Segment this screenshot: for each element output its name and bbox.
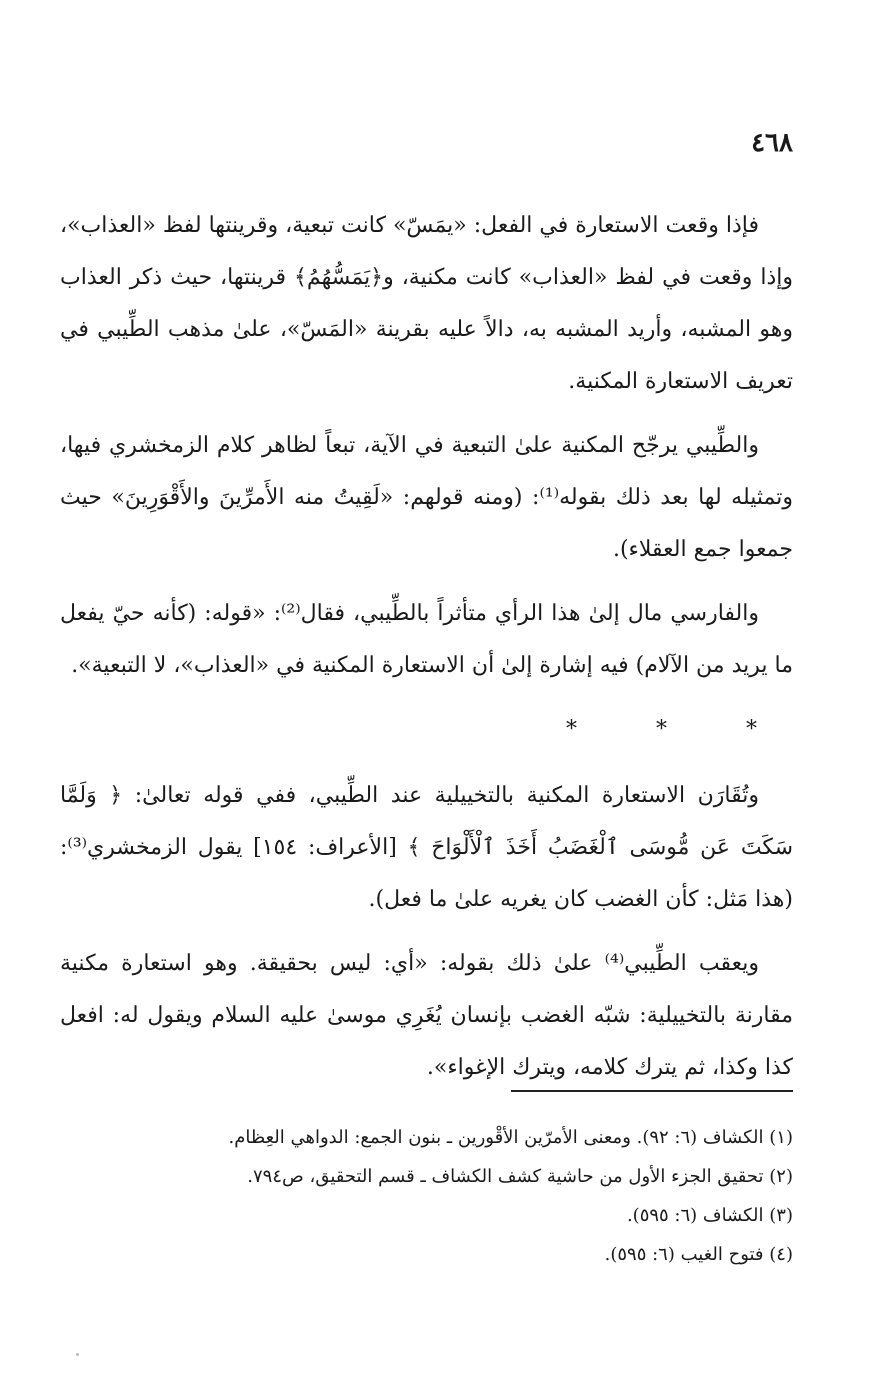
footnote-2: (٢) تحقيق الجزء الأول من حاشية كشف الكشاف ـ قسم التحقيق، ص٧٩٤. — [247, 1166, 793, 1187]
paragraph-5: ويعقب الطِّيبي⁽⁴⁾ علىٰ ذلك بقوله: «أي: ليس بحقيقة. وهو استعارة مكنية مقارنة بالتخييلية: شبّه الغضب بإنسان يُغَرِي موسىٰ عليه السلام ويقول له: افعل كذا وكذا، ثم يترك كلامه، ويترك الإغواء». — [60, 951, 793, 1080]
paragraph-3: والفارسي مال إلىٰ هذا الرأي متأثراً بالطِّيبي، فقال⁽²⁾: «قوله: (كأنه حيّ يفعل ما يريد من الآلام) فيه إشارة إلىٰ أن الاستعارة المكنية في «العذاب»، لا التبعية». — [60, 601, 793, 678]
scan-speck — [76, 1353, 79, 1356]
footnote-3: (٣) الكشاف (٦: ٥٩٥). — [626, 1205, 793, 1226]
book-page — [60, 0, 793, 1393]
footnote-4: (٤) فتوح الغيب (٦: ٥٩٥). — [604, 1244, 793, 1265]
paragraph-4: وتُقَارَن الاستعارة المكنية بالتخييلية عند الطِّيبي، ففي قوله تعالىٰ: ﴿ وَلَمَّا سَكَتَ عَن مُّوسَى ٱلْغَضَبُ أَخَذَ ٱلْأَلْوَاحَ ﴾ [الأعراف: ١٥٤] يقول الزمخشري⁽³⁾: (هذا مَثل: كأن الغضب كان يغريه علىٰ ما فعل). — [60, 783, 794, 912]
page-number: ٤٦٨ — [751, 128, 793, 158]
main-text — [60, 200, 793, 1106]
footnote-divider — [511, 1090, 793, 1092]
section-separator: * * * — [566, 717, 793, 742]
footnote-1: (١) الكشاف (٦: ٩٢). ومعنى الأمرّين الأقْورين ـ بنون الجمع: الدواهي العِظام. — [228, 1127, 793, 1148]
paragraph-1: فإذا وقعت الاستعارة في الفعل: «يمَسّ» كانت تبعية، وقرينتها لفظ «العذاب»، وإذا وقعت في لفظ «العذاب» كانت مكنية، و﴿يَمَسُّهُمُ﴾ قرينتها، حيث ذكر العذاب وهو المشبه، وأريد المشبه به، دالاً عليه بقرينة «المَسّ»، علىٰ مذهب الطِّيبي في تعريف الاستعارة المكنية. — [60, 213, 793, 394]
footnotes — [60, 1118, 793, 1274]
paragraph-2: والطِّيبي يرجّح المكنية علىٰ التبعية في الآية، تبعاً لظاهر كلام الزمخشري فيها، وتمثيله لها بعد ذلك بقوله⁽¹⁾: (ومنه قولهم: «لَقِيتُ منه الأَمرِّينَ والأَقْوَرِينَ» حيث جمعوا جمع العقلاء). — [60, 433, 793, 562]
